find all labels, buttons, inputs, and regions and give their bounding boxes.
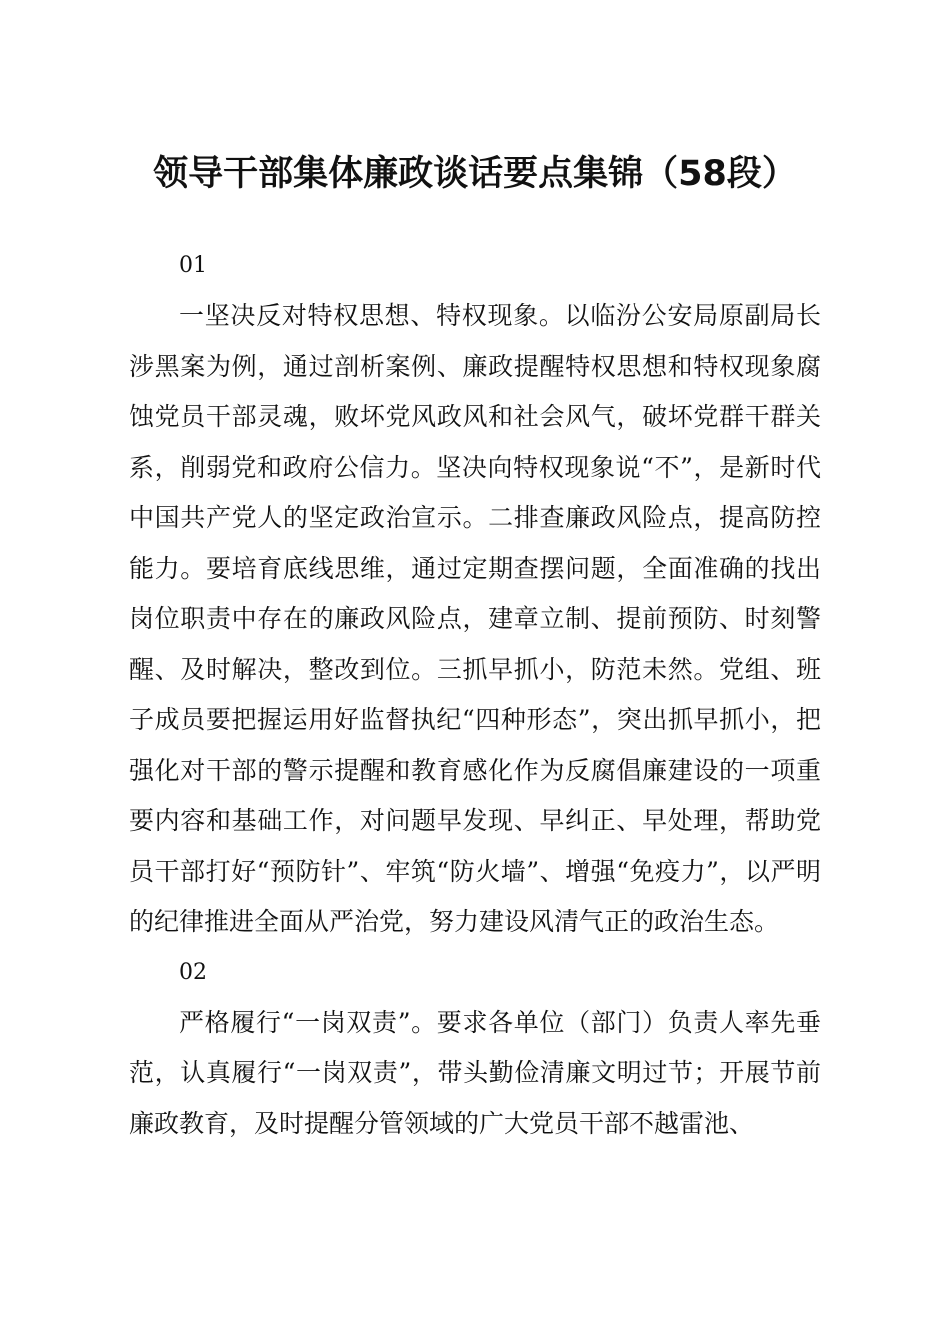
- document-title: 领导干部集体廉政谈话要点集锦（58段）: [153, 154, 797, 194]
- section-number: 02: [179, 959, 207, 985]
- document-body: [129, 241, 821, 1149]
- section-number: 01: [179, 253, 207, 278]
- section-paragraph: 严格履行“一岗双责”。要求各单位（部门）负责人率先垂范，认真履行“一岗双责”，带头勤俭清廉文明过节；开展节前廉政教育，及时提醒分管领域的广大党员干部不越雷池、: [129, 1007, 821, 1138]
- section-paragraph: 一坚决反对特权思想、特权现象。以临汾公安局原副局长涉黑案为例，通过剖析案例、廉政提醒特权思想和特权现象腐蚀党员干部灵魂，败坏党风政风和社会风气，破坏党群干群关系，削弱党和政府公信力。坚决向特权现象说“不”，是新时代中国共产党人的坚定政治宣示。二排查廉政风险点，提高防控能力。要培育底线思维，通过定期查摆问题，全面准确的找出岗位职责中存在的廉政风险点，建章立制、提前预防、时刻警醒、及时解决，整改到位。三抓早抓小，防范未然。党组、班子成员要把握运用好监督执纪“四种形态”，突出抓早抓小，把强化对干部的警示提醒和教育感化作为反腐倡廉建设的一项重要内容和基础工作，对问题早发现、早纠正、早处理，帮助党员干部打好“预防针”、牢筑“防火墙”、增强“免疫力”，以严明的纪律推进全面从严治党，努力建设风清气正的政治生态。: [129, 301, 821, 936]
